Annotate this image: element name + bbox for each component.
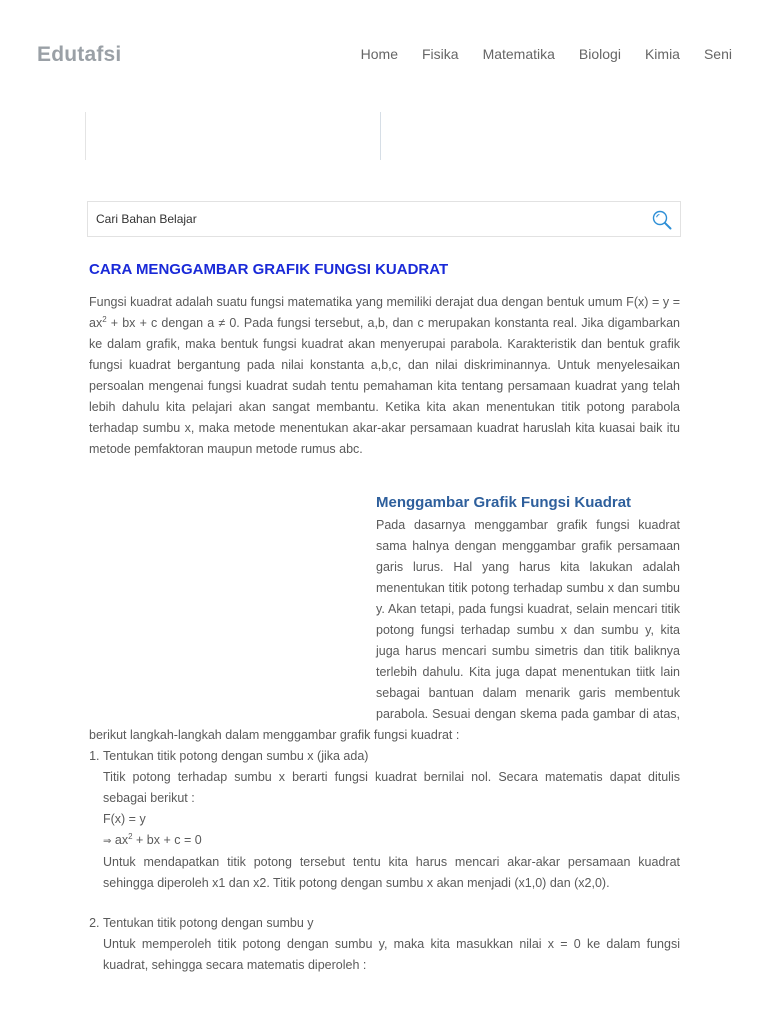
section-paragraph: Pada dasarnya menggambar grafik fungsi kuadrat sama halnya dengan menggambar grafik persamaan garis lurus. Hal yang harus kita lakukan adalah menentukan titik potong terhadap sumbu x dan sumbu y. Akan tetapi, pada fungsi kuadrat, selain mencari titik potong fungsi terhadap sumbu x dan sumbu y, kita juga harus mencari sumbu simetris dan titik baliknya terlebih dahulu. Kita juga dapat menentukan tiitk lain sebagai bantuan dalam menarik garis membentuk parabola. Sesuai dengan skema pada gambar di atas, berikut langkah-langkah dalam menggambar grafik fungsi kuadrat : bbox=[89, 518, 680, 742]
step-text: Untuk mendapatkan titik potong tersebut tentu kita harus mencari akar-akar persamaan kuadrat sehingga diperoleh x1 dan x2. Titik potong dengan sumbu x akan menjadi (x1,0) dan (x2,0). bbox=[103, 855, 680, 890]
ad-border-right bbox=[380, 112, 381, 160]
site-logo[interactable]: Edutafsi bbox=[37, 43, 122, 66]
ad-border-left bbox=[85, 112, 86, 160]
steps-list bbox=[89, 746, 680, 976]
nav-item-kimia[interactable]: Kimia bbox=[644, 46, 680, 62]
nav-item-seni[interactable]: Seni bbox=[703, 46, 732, 62]
equation-line bbox=[103, 830, 680, 852]
search-box bbox=[87, 201, 681, 237]
intro-paragraph bbox=[89, 292, 680, 460]
step-heading: Tentukan titik potong dengan sumbu x (jika ada) bbox=[103, 749, 369, 763]
step-text: Titik potong terhadap sumbu x berarti fungsi kuadrat bernilai nol. Secara matematis dapat ditulis sebagai berikut : bbox=[103, 770, 680, 805]
nav-item-matematika[interactable]: Matematika bbox=[482, 46, 555, 62]
ad-placeholder bbox=[85, 112, 381, 160]
nav-item-home[interactable]: Home bbox=[360, 46, 398, 62]
equation-superscript: 2 bbox=[128, 831, 133, 841]
search-icon[interactable] bbox=[652, 210, 672, 230]
list-item bbox=[103, 746, 680, 913]
equation-part: ax bbox=[111, 833, 129, 847]
step-heading: Tentukan titik potong dengan sumbu y bbox=[103, 916, 314, 930]
equation-part: + bx + c = 0 bbox=[132, 833, 202, 847]
nav-item-biologi[interactable]: Biologi bbox=[578, 46, 621, 62]
step-text: Untuk memperoleh titik potong dengan sumbu y, maka kita masukkan nilai x = 0 ke dalam fungsi kuadrat, sehingga secara matematis diperoleh : bbox=[103, 937, 680, 972]
section-graph bbox=[89, 491, 680, 746]
implies-arrow: ⇒ bbox=[103, 836, 112, 847]
graph-image-placeholder bbox=[89, 491, 376, 719]
intro-text-part1: Fungsi kuadrat adalah suatu fungsi matematika yang memiliki derajat dua dengan bentuk umum F(x) = y = ax bbox=[89, 295, 680, 330]
main-nav bbox=[337, 46, 732, 62]
intro-superscript: 2 bbox=[102, 314, 107, 324]
intro-text-part2: + bx + c dengan a ≠ 0. Pada fungsi tersebut, a,b, dan c merupakan konstanta real. Jika digambarkan ke dalam grafik, maka bentuk fungsi kuadrat akan menyerupai parabola. Karakteristik dan bentuk grafik fungsi kuadrat bergantung pada nilai konstanta a,b,c, dan nilai diskriminannya. Untuk menyelesaikan persoalan mengenai fungsi kuadrat sudah tentu pemahaman kita tentang persamaan kuadrat yang telah lebih dahulu kita pelajari akan sangat membantu. Ketika kita akan menentukan titik potong parabola terhadap sumbu x, maka metode menentukan akar-akar persamaan kuadrat haruslah kita kuasai baik itu metode pemfaktoran maupun metode rumus abc. bbox=[89, 316, 680, 456]
equation-line: F(x) = y bbox=[103, 812, 146, 826]
article bbox=[89, 258, 680, 976]
section-title: Menggambar Grafik Fungsi Kuadrat bbox=[376, 494, 632, 511]
site-header bbox=[0, 0, 768, 100]
search-input[interactable] bbox=[96, 210, 636, 228]
article-title: CARA MENGGAMBAR GRAFIK FUNGSI KUADRAT bbox=[89, 261, 449, 278]
nav-item-fisika[interactable]: Fisika bbox=[422, 46, 459, 62]
list-item bbox=[103, 913, 680, 976]
